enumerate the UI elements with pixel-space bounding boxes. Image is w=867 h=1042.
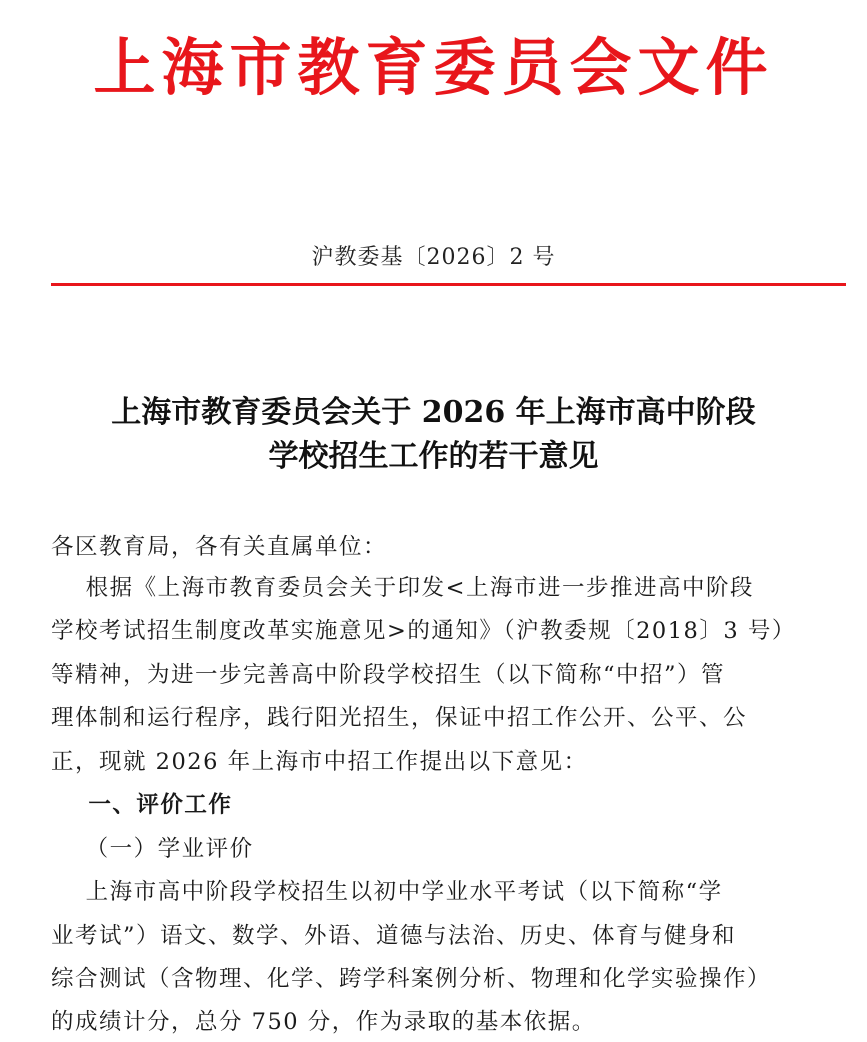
intro-line-3: 等精神，为进一步完善高中阶段学校招生（以下简称“中招”）管: [51, 662, 726, 688]
document-number: 沪教委基〔2026〕2 号: [311, 245, 556, 270]
intro-line-2: 学校考试招生制度改革实施意见>的通知》（沪教委规〔2018〕3 号）: [51, 618, 796, 644]
document-title-line-1: 上海市教育委员会关于 2026 年上海市高中阶段: [111, 395, 756, 430]
subsection-heading-academic: （一）学业评价: [51, 836, 254, 862]
para2-line-3: 综合测试（含物理、化学、跨学科案例分析、物理和化学实验操作）: [51, 966, 772, 992]
document-title-line-2: 学校招生工作的若干意见: [268, 439, 599, 474]
para2-line-2: 业考试”）语文、数学、外语、道德与法治、历史、体育与健身和: [51, 923, 737, 949]
para2-line-1: 上海市高中阶段学校招生以初中学业水平考试（以下简称“学: [51, 879, 723, 905]
salutation: 各区教育局，各有关直属单位：: [51, 534, 388, 560]
red-divider-line: [51, 283, 846, 286]
masthead-title: 上海市教育委员会文件: [93, 31, 774, 104]
intro-line-4: 理体制和运行程序，践行阳光招生，保证中招工作公开、公平、公: [51, 705, 748, 731]
intro-line-5: 正，现就 2026 年上海市中招工作提出以下意见：: [51, 749, 588, 775]
para2-line-4: 的成绩计分，总分 750 分，作为录取的基本依据。: [51, 1009, 596, 1035]
intro-line-1: 根据《上海市教育委员会关于印发<上海市进一步推进高中阶段: [51, 575, 754, 601]
section-heading-evaluation: 一、评价工作: [51, 792, 233, 818]
